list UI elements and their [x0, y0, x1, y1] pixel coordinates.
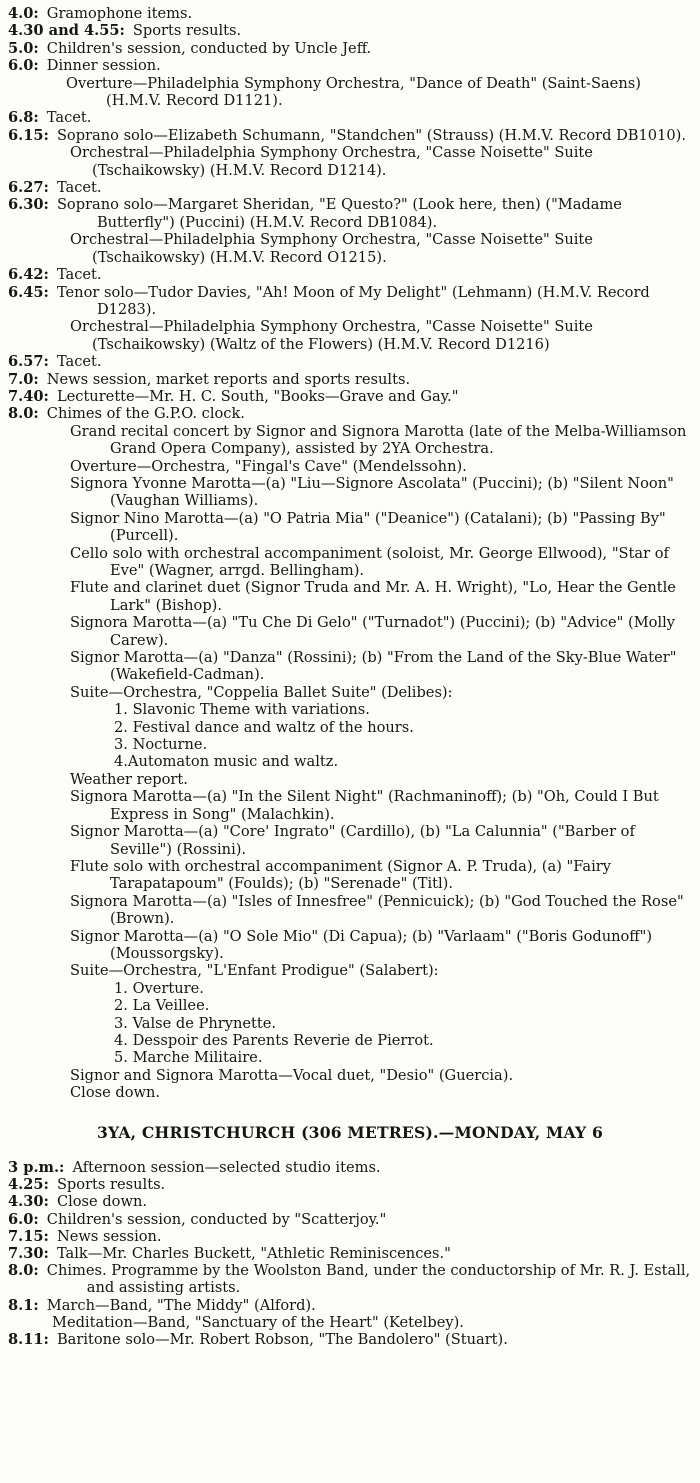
entry-text: News session. — [56, 1227, 162, 1245]
entry-sub-text: Flute and clarinet duet (Signor Truda and Mr. A. H. Wright), "Lo, Hear the Gentle Lark" (Bishop). — [70, 579, 676, 614]
entry-time: 7.15: — [8, 1227, 49, 1245]
entry-sub-item — [8, 231, 692, 266]
entry-time: 6.0: — [8, 1210, 39, 1228]
station-header: 3YA, CHRISTCHURCH (306 METRES).—MONDAY, MAY 6 — [96, 1122, 603, 1142]
section-2ya-programme — [8, 5, 692, 1102]
entry-sub-text: Cello solo with orchestral accompaniment (soloist, Mr. George Ellwood), "Star of Eve" (Wagner, arrgd. Bellingham). — [70, 544, 669, 579]
list-item: 4. Desspoir des Parents Reverie de Pierrot. — [114, 1031, 434, 1049]
entry-sub-text: Signora Marotta—(a) "In the Silent Night" (Rachmaninoff); (b) "Oh, Could I But Express in Song" (Malachkin). — [70, 788, 659, 823]
entry-sub-text: Signor Marotta—(a) "O Sole Mio" (Di Capua); (b) "Varlaam" ("Boris Godunoff") (Moussorgsky). — [70, 927, 653, 962]
entry-time: 6.57: — [8, 353, 49, 371]
entry-sub-item: Meditation—Band, "Sanctuary of the Heart" (Ketelbey). — [52, 1313, 464, 1331]
entry-sub-text: Signora Marotta—(a) "Tu Che Di Gelo" ("Turnadot") (Puccini); (b) "Advice" (Molly Carew). — [70, 614, 676, 649]
entry-text: Tacet. — [46, 109, 92, 127]
entry-text: Lecturette—Mr. H. C. South, "Books—Grave and Gay." — [56, 387, 459, 405]
programme-entry — [8, 109, 692, 126]
entry-text: Baritone solo—Mr. Robert Robson, "The Bandolero" (Stuart). — [56, 1331, 508, 1349]
entry-time: 6.42: — [8, 266, 49, 284]
entry-sub-text: Suite—Orchestra, "Coppelia Ballet Suite" (Delibes): — [70, 683, 453, 701]
entry-text: Sports results. — [132, 22, 242, 40]
entry-sub-text: Signora Marotta—(a) "Isles of Innesfree" (Pennicuick); (b) "God Touched the Rose" (Brown). — [70, 892, 684, 928]
programme-entry — [8, 1228, 692, 1245]
entry-text: Soprano solo—Elizabeth Schumann, "Standchen" (Strauss) (H.M.V. Record DB1010). — [56, 126, 686, 144]
list-item: 4.Automaton music and waltz. — [114, 753, 339, 771]
entry-text: Tacet. — [56, 353, 102, 371]
coppelia-suite-list — [8, 701, 692, 771]
programme-entry — [8, 57, 692, 74]
entry-sub-text: Overture—Philadelphia Symphony Orchestra, "Dance of Death" (Saint-Saens) (H.M.V. Record D1121). — [66, 74, 641, 110]
section-3ya-programme — [8, 1159, 692, 1348]
entry-sub-text: Signor Marotta—(a) "Core' Ingrato" (Cardillo), (b) "La Calunnia" ("Barber of Seville") (Rossini). — [70, 823, 635, 858]
entry-time: 8.1: — [8, 1296, 39, 1314]
entry-sub-text: Grand recital concert by Signor and Signora Marotta (late of the Melba-Williamson Grand Opera Company), assisted by 2YA Orchestra. — [70, 422, 687, 458]
entry-text: News session, market reports and sports results. — [46, 370, 411, 388]
entry-time: 4.25: — [8, 1176, 49, 1194]
entry-time: 7.30: — [8, 1245, 49, 1263]
entry-sub-item — [8, 771, 692, 980]
entry-sub-text: Orchestral—Philadelphia Symphony Orchestra, "Casse Noisette" Suite (Tschaikowsky) (H.M.V. Record O1215). — [70, 231, 593, 266]
list-item: 3. Valse de Phrynette. — [114, 1014, 276, 1032]
entry-time: 4.30 and 4.55: — [8, 22, 125, 40]
programme-entry — [8, 1262, 692, 1296]
list-item: 1. Overture. — [114, 979, 204, 997]
programme-entry — [8, 1297, 692, 1314]
programme-entry — [8, 179, 692, 196]
entry-time: 6.15: — [8, 126, 49, 144]
entry-time: 7.0: — [8, 370, 39, 388]
programme-entry — [8, 1245, 692, 1262]
entry-time: 7.40: — [8, 387, 49, 405]
entry-sub-item — [8, 423, 692, 702]
entry-time: 6.27: — [8, 179, 49, 197]
entry-time: 8.11: — [8, 1331, 49, 1349]
programme-entry — [8, 40, 692, 57]
entry-text: Tenor solo—Tudor Davies, "Ah! Moon of My Delight" (Lehmann) (H.M.V. Record D1283). — [56, 283, 650, 318]
programme-entry — [8, 1176, 692, 1193]
prodigue-suite-list — [8, 980, 692, 1067]
entry-sub-text: Suite—Orchestra, "L'Enfant Prodigue" (Salabert): — [70, 962, 439, 980]
programme-entry — [8, 127, 692, 144]
entry-text: Talk—Mr. Charles Buckett, "Athletic Reminiscences." — [56, 1245, 451, 1263]
entry-text: Dinner session. — [46, 57, 161, 75]
entry-sub-text: Weather report. — [70, 770, 188, 788]
programme-entry — [8, 22, 692, 39]
entry-sub-text: Flute solo with orchestral accompaniment (Signor A. P. Truda), (a) "Fairy Tarapatapoum" (Foulds); (b) "Serenade" (Titl). — [70, 857, 611, 893]
entry-text: Gramophone items. — [46, 5, 193, 22]
programme-entry — [8, 353, 692, 370]
entry-sub-text: Signor Marotta—(a) "Danza" (Rossini); (b) "From the Land of the Sky-Blue Water" (Wakefield-Cadman). — [70, 649, 677, 684]
entry-text: Tacet. — [56, 179, 102, 197]
programme-entry — [8, 1193, 692, 1210]
entry-sub-text: Signora Yvonne Marotta—(a) "Liu—Signore Ascolata" (Puccini); (b) "Silent Noon" (Vaughan Williams). — [70, 474, 674, 510]
entry-text: Children's session, conducted by Uncle Jeff. — [46, 39, 372, 57]
programme-entry — [8, 266, 692, 283]
entry-text: Close down. — [56, 1193, 147, 1211]
list-item: 5. Marche Militaire. — [114, 1049, 263, 1067]
entry-sub-item — [8, 144, 692, 179]
programme-entry — [8, 5, 692, 22]
entry-text: Sports results. — [56, 1176, 166, 1194]
entry-sub-item — [8, 1067, 692, 1102]
list-item: 2. La Veillee. — [114, 997, 210, 1015]
entry-sub-text: Close down. — [70, 1084, 161, 1102]
programme-entry — [8, 371, 692, 388]
entry-time: 8.0: — [8, 405, 39, 423]
entry-text: Chimes of the G.P.O. clock. — [46, 405, 245, 423]
list-item: 2. Festival dance and waltz of the hours. — [114, 718, 414, 736]
entry-time: 4.0: — [8, 5, 39, 22]
programme-entry — [8, 1211, 692, 1228]
entry-time: 6.30: — [8, 196, 49, 214]
list-item: 1. Slavonic Theme with variations. — [114, 701, 370, 719]
entry-time: 5.0: — [8, 39, 39, 57]
entry-text: Soprano solo—Margaret Sheridan, "E Questo?" (Look here, then) ("Madame Butterfly") (Puccini) (H.M.V. Record DB1084). — [56, 196, 622, 231]
entry-sub-text: Overture—Orchestra, "Fingal's Cave" (Mendelssohn). — [70, 457, 467, 475]
programme-entry — [8, 196, 692, 231]
entry-time: 3 p.m.: — [8, 1159, 65, 1176]
programme-entry — [8, 284, 692, 319]
entry-time: 4.30: — [8, 1193, 49, 1211]
entry-sub-text: Orchestral—Philadelphia Symphony Orchestra, "Casse Noisette" Suite (Tschaikowsky) (H.M.V. Record D1214). — [70, 144, 593, 179]
entry-time: 6.45: — [8, 283, 49, 301]
entry-text: Tacet. — [56, 266, 102, 284]
entry-sub-item — [8, 75, 692, 110]
entry-sub-text: Signor Nino Marotta—(a) "O Patria Mia" ("Deanice") (Catalani); (b) "Passing By" (Purcell). — [70, 509, 666, 545]
programme-entry — [8, 405, 692, 422]
entry-text: Afternoon session—selected studio items. — [72, 1159, 381, 1176]
entry-text: March—Band, "The Middy" (Alford). — [46, 1296, 316, 1314]
entry-time: 8.0: — [8, 1262, 39, 1280]
entry-text: Children's session, conducted by "Scatterjoy." — [46, 1210, 387, 1228]
entry-time: 6.8: — [8, 109, 39, 127]
programme-entry — [8, 388, 692, 405]
entry-sub-item — [8, 318, 692, 353]
entry-text: Chimes. Programme by the Woolston Band, under the conductorship of Mr. R. J. Estall, and assisting artists. — [46, 1262, 691, 1297]
list-item: 3. Nocturne. — [114, 736, 208, 754]
entry-time: 6.0: — [8, 57, 39, 75]
entry-sub-text: Orchestral—Philadelphia Symphony Orchestra, "Casse Noisette" Suite (Tschaikowsky) (Waltz of the Flowers) (H.M.V. Record D1216) — [70, 318, 593, 353]
programme-entry — [8, 1331, 692, 1348]
programme-entry — [8, 1159, 692, 1176]
entry-sub-text: Signor and Signora Marotta—Vocal duet, "Desio" (Guercia). — [70, 1066, 514, 1084]
